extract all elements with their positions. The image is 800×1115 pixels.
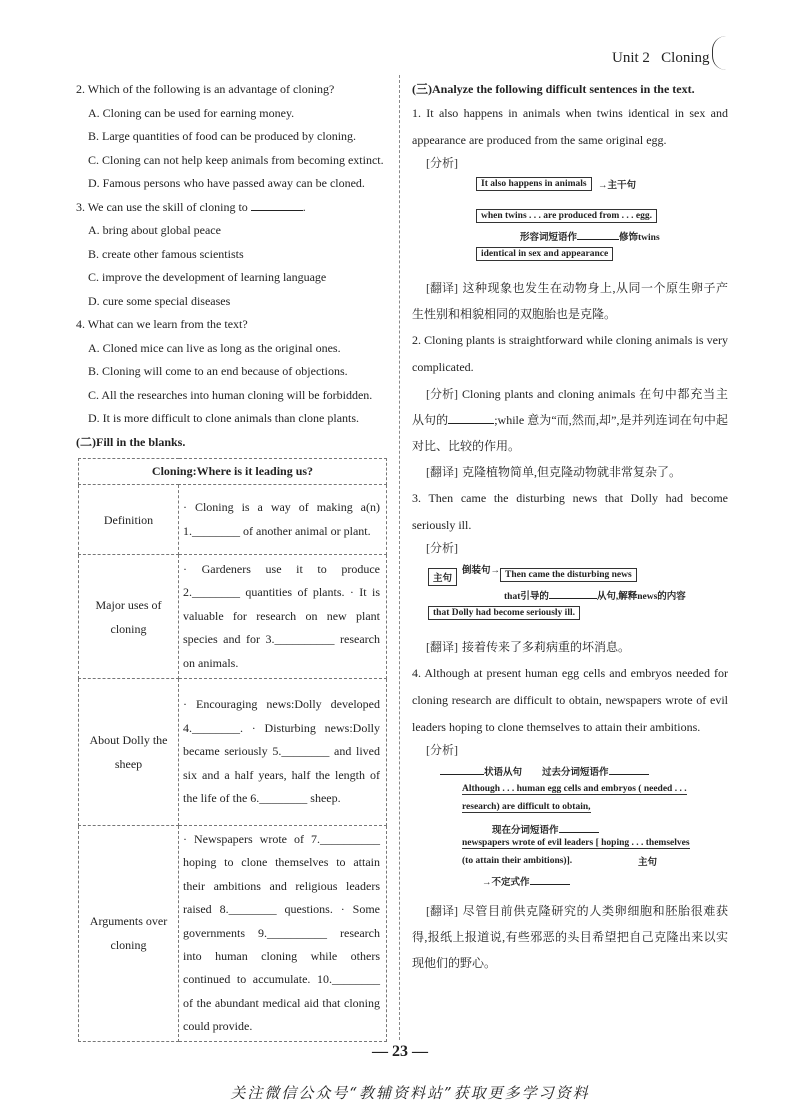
q3-option-a: A. bring about global peace [88, 223, 221, 237]
diagram-label: 现在分词短语作 [492, 822, 599, 836]
row-content: · Cloning is a way of making a(n) 1.________ of another animal or plant. [179, 485, 387, 555]
row-content: · Gardeners use it to produce 2.________ quantities of plants. · It is valuable for research on new plant species and for 3.__________ research on animals. [179, 555, 387, 679]
diagram-label: 状语从句 [440, 764, 522, 778]
row-label: Major uses of cloning [79, 555, 179, 679]
sentence-1: 1. It also happens in animals when twins identical in sex and appearance are produced from the same original egg. [412, 106, 728, 147]
section-2-heading: (二)Fill in the blanks. [76, 434, 186, 449]
right-column [412, 78, 728, 976]
diagram-label: →不定式作 [482, 874, 570, 888]
table-title: Cloning:Where is it leading us? [79, 459, 387, 485]
table-row [79, 826, 387, 1042]
diagram-line: Although . . . human egg cells and embryos ( needed . . . [462, 784, 687, 794]
sentence-3-diagram [412, 562, 728, 626]
sentence-1-diagram [412, 171, 728, 263]
diagram-box: It also happens in animals [476, 177, 592, 191]
diagram-box: when twins . . . are produced from . . . egg. [476, 209, 657, 223]
q4-option-a: A. Cloned mice can live as long as the original ones. [88, 340, 341, 355]
translation-1: [翻译] 这种现象也发生在动物身上,从同一个原生卵子产生性别和相貌相同的双胞胎也是克隆。 [412, 281, 728, 321]
diagram-line: newspapers wrote of evil leaders [ hoping . . . themselves [462, 838, 690, 848]
diagram-line: (to attain their ambitions)]. [462, 856, 573, 866]
diagram-box: Then came the disturbing news [500, 568, 637, 582]
question-2-stem: 2. Which of the following is an advantage of cloning? [76, 82, 335, 96]
row-label: About Dolly the sheep [79, 679, 179, 826]
translation-3: [翻译] 接着传来了多莉病重的坏消息。 [426, 640, 631, 654]
analysis-tag: [分析] [426, 743, 458, 757]
diagram-label: 主句 [638, 858, 658, 868]
unit-label: Unit 2 [612, 50, 650, 66]
table-row [79, 485, 387, 555]
diagram-box: 主句 [428, 568, 457, 586]
diagram-label: 形容词短语作 修饰twins [520, 233, 660, 243]
question-4-stem: 4. What can we learn from the text? [76, 317, 248, 331]
sentence-2: 2. Cloning plants is straightforward while cloning animals is very complicated. [412, 333, 728, 374]
q2-option-c: C. Cloning can not help keep animals from becoming extinct. [88, 152, 384, 167]
analysis-tag: [分析] [426, 541, 458, 555]
q4-option-b: B. Cloning will come to an end because of objections. [88, 364, 348, 378]
q3-option-c: C. improve the development of learning language [88, 270, 327, 284]
q2-option-b: B. Large quantities of food can be produced by cloning. [88, 129, 357, 143]
diagram-label: that引导的 从句,解释news的内容 [504, 592, 686, 602]
analysis-2: [分析] Cloning plants and cloning animals 在句中都充当主从句的 ;while 意为“而,然而,却”,是并列连词在句中起对比、比较的作用。 [412, 387, 728, 453]
diagram-box: that Dolly had become seriously ill. [428, 606, 580, 620]
q2-option-d: D. Famous persons who have passed away can be cloned. [88, 176, 365, 190]
q3-option-b: B. create other famous scientists [88, 246, 244, 261]
diagram-box: identical in sex and appearance [476, 247, 613, 261]
question-3-stem: 3. We can use the skill of cloning to . [76, 199, 306, 214]
row-label: Arguments over cloning [79, 826, 179, 1042]
left-column [76, 78, 391, 453]
sentence-3: 3. Then came the disturbing news that Dolly had become seriously ill. [412, 491, 728, 532]
row-content: · Encouraging news:Dolly developed 4.________. · Disturbing news:Dolly became seriously 5.________ and lived six and a half years, half the length of the life of the 6.________ sheep. [179, 679, 387, 826]
diagram-label: →主干句 [598, 181, 637, 191]
diagram-line: research) are difficult to obtain, [462, 802, 591, 812]
table-row [79, 679, 387, 826]
fill-blanks-table [78, 458, 387, 1042]
column-divider [399, 75, 400, 1040]
translation-4: [翻译] 尽管目前供克隆研究的人类卵细胞和胚胎很难获得,报纸上报道说,有些邪恶的头目希望把自己克隆出来以实现他们的野心。 [412, 904, 728, 970]
section-3-heading: (三)Analyze the following difficult sentences in the text. [412, 82, 695, 96]
page-number: — 23 — [372, 1043, 428, 1060]
q4-option-d: D. It is more difficult to clone animals than clone plants. [88, 411, 360, 425]
analysis-tag: [分析] [426, 156, 458, 170]
page-header [612, 50, 710, 67]
sentence-4: 4. Although at present human egg cells and embryos needed for cloning research are difficult to obtain, newspapers wrote of evil leaders hoping to clone themselves to attain their ambitions. [412, 666, 728, 734]
header-decoration [712, 36, 732, 70]
footer-note: 关注微信公众号“教辅资料站”获取更多学习资料 [230, 1084, 590, 1102]
unit-title: Cloning [661, 50, 710, 66]
row-label: Definition [79, 485, 179, 555]
diagram-label: 倒装句→ [462, 566, 501, 576]
table-row [79, 555, 387, 679]
q3-option-d: D. cure some special diseases [88, 293, 231, 308]
row-content: · Newspapers wrote of 7.__________ hoping to clone themselves to attain their ambitions and religious leaders raised 8.________ questions. · Some governments 9.__________ research into human cloning while others continued to accumulate. 10.________ of the abundant medical aid that cloning could provide. [179, 826, 387, 1042]
q2-option-a: A. Cloning can be used for earning money. [88, 105, 295, 120]
sentence-4-diagram [412, 762, 728, 892]
translation-2: [翻译] 克隆植物简单,但克隆动物就非常复杂了。 [426, 465, 682, 479]
diagram-label: 过去分词短语作 [542, 764, 649, 778]
q4-option-c: C. All the researches into human cloning will be forbidden. [88, 387, 373, 402]
